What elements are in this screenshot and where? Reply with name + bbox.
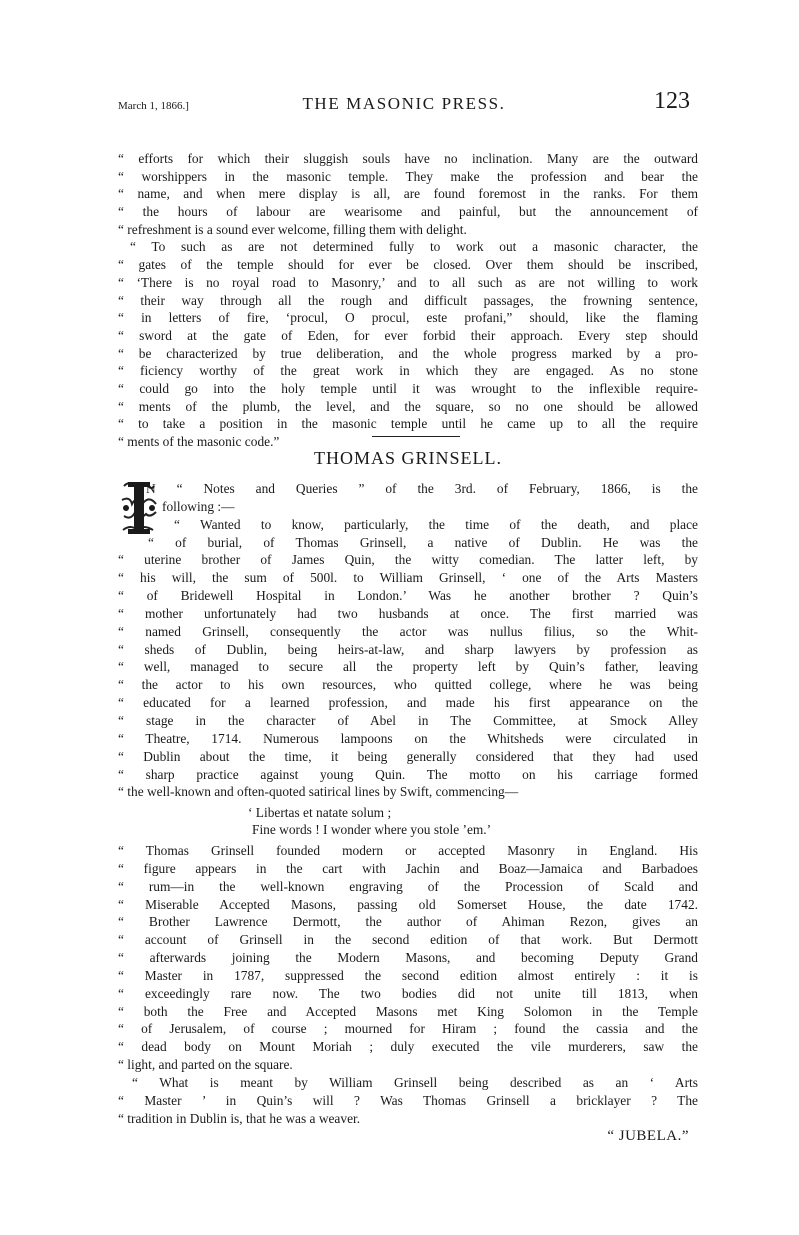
text-line: “ efforts for which their sluggish souls have no inclination. Many are the outward [118, 151, 698, 166]
text-line: “ Dublin about the time, it being generally considered that they had used [118, 748, 698, 764]
text-line: “ their way through all the rough and difficult passages, the frowning sentence, [118, 292, 698, 308]
text-line: “ Thomas Grinsell founded modern or accepted Masonry in England. His [118, 843, 698, 858]
text-line: “ exceedingly rare now. The two bodies did not unite till 1813, when [118, 985, 698, 1001]
text-line: “ sheds of Dublin, being heirs-at-law, and sharp lawyers by profession as [118, 641, 698, 657]
page-number: 123 [654, 88, 690, 114]
text-line: “ named Grinsell, consequently the actor was nullus filius, so the Whit- [118, 623, 698, 639]
text-line: “ the hours of labour are wearisome and painful, but the announcement of [118, 204, 698, 220]
text-line: “ Master ’ in Quin’s will ? Was Thomas Grinsell a bricklayer ? The [118, 1092, 698, 1108]
text-line: “ educated for a learned profession, and made his first appearance on the [118, 695, 698, 711]
journal-title: THE MASONIC PRESS. [302, 94, 506, 113]
text-line: “ both the Free and Accepted Masons met King Solomon in the Temple [118, 1003, 698, 1019]
text-line: “ afterwards joining the Modern Masons, and becoming Deputy Grand [118, 950, 698, 966]
article-body [118, 480, 698, 801]
header-date: March 1, 1866.] [118, 100, 189, 112]
text-line: “ account of Grinsell in the second edition of that work. But Dermott [118, 932, 698, 948]
text-line: “ dead body on Mount Moriah ; duly executed the vile murderers, saw the [118, 1039, 698, 1055]
text-line: “ ‘There is no royal road to Masonry,’ and to all such as are not willing to work [118, 274, 698, 290]
text-line: “ sword at the gate of Eden, for ever forbid their approach. Every step should [118, 327, 698, 343]
text-line: “ well, managed to secure all the property left by Quin’s father, leaving [118, 659, 698, 675]
text-line: “ Master in 1787, suppressed the second edition almost entirely : it is [118, 967, 698, 983]
text-line: “ ficiency worthy of the great work in which they are engaged. As no stone [118, 363, 698, 379]
verse-quotation [248, 804, 688, 839]
text-line: “ the well-known and often-quoted satirical lines by Swift, commencing— [118, 784, 519, 800]
text-line: “ figure appears in the cart with Jachin and Boaz—Jamaica and Barbadoes [118, 860, 698, 876]
text-line: “ light, and parted on the square. [118, 1057, 293, 1073]
text-line: “ his will, the sum of 500l. to William Grinsell, ‘ one of the Arts Masters [118, 570, 698, 586]
text-line: “ name, and when mere display is all, are found foremost in the ranks. For them [118, 186, 698, 202]
signature: “ JUBELA.” [607, 1128, 689, 1144]
text-line: “ tradition in Dublin is, that he was a weaver. [118, 1110, 361, 1126]
text-line: N “ Notes and Queries ” of the 3rd. of February, 1866, is the [146, 481, 698, 496]
text-line: “ sharp practice against young Quin. The motto on his carriage formed [118, 766, 698, 782]
text-line: “ ments of the plumb, the level, and the square, so no one should be allowed [118, 398, 698, 414]
text-line: “ in letters of fire, ‘procul, O procul, este profani,” should, like the flaming [118, 310, 698, 326]
text-line: “ uterine brother of James Quin, the witty comedian. The latter left, by [118, 552, 698, 568]
text-line: “ of Bridewell Hospital in London.’ Was he another brother ? Quin’s [118, 588, 698, 604]
text-line: “ Brother Lawrence Dermott, the author of Ahiman Rezon, gives an [118, 914, 698, 930]
text-line: “ ments of the masonic code.” [118, 434, 280, 449]
text-line: “ stage in the character of Abel in The Committee, at Smock Alley [118, 712, 698, 728]
text-line: following :— [162, 498, 235, 514]
running-head [118, 88, 690, 118]
text-line: “ could go into the holy temple until it was wrought to the inflexible require- [118, 380, 698, 396]
verse-line: ‘ Libertas et natate solum ; [248, 805, 392, 820]
text-line: “ What is meant by William Grinsell being described as an ‘ Arts [132, 1074, 698, 1090]
section-divider [372, 436, 460, 437]
text-line: “ gates of the temple should for ever be closed. Over them should be inscribed, [118, 257, 698, 273]
text-line: “ be characterized by true deliberation, and the whole progress marked by a pro- [118, 345, 698, 361]
continued-quotation [118, 150, 698, 451]
text-line: “ rum—in the well-known engraving of the Procession of Scald and [118, 878, 698, 894]
text-line: “ of Jerusalem, of course ; mourned for Hiram ; found the cassia and the [118, 1021, 698, 1037]
text-line: “ of burial, of Thomas Grinsell, a native of Dublin. He was the [148, 534, 698, 550]
text-line: “ mother unfortunately had two husbands at once. The first married was [118, 605, 698, 621]
text-line: “ worshippers in the masonic temple. They make the profession and bear the [118, 168, 698, 184]
article-body-continued [118, 842, 698, 1128]
verse-line: Fine words ! I wonder where you stole ’em.’ [252, 822, 492, 838]
text-line: “ To such as are not determined fully to work out a masonic character, the [130, 239, 698, 255]
article-title: THOMAS GRINSELL. [313, 448, 502, 468]
text-line: “ refreshment is a sound ever welcome, filling them with delight. [118, 221, 467, 237]
text-line: “ Miserable Accepted Masons, passing old Somerset House, the date 1742. [118, 896, 698, 912]
text-line: “ the actor to his own resources, who quitted college, where he was being [118, 677, 698, 693]
text-line: “ Wanted to know, particularly, the time of the death, and place [174, 516, 698, 532]
text-line: “ Theatre, 1714. Numerous lampoons on the Whitsheds were circulated in [118, 730, 698, 746]
text-line: “ to take a position in the masonic temple until he came up to all the require [118, 416, 698, 432]
